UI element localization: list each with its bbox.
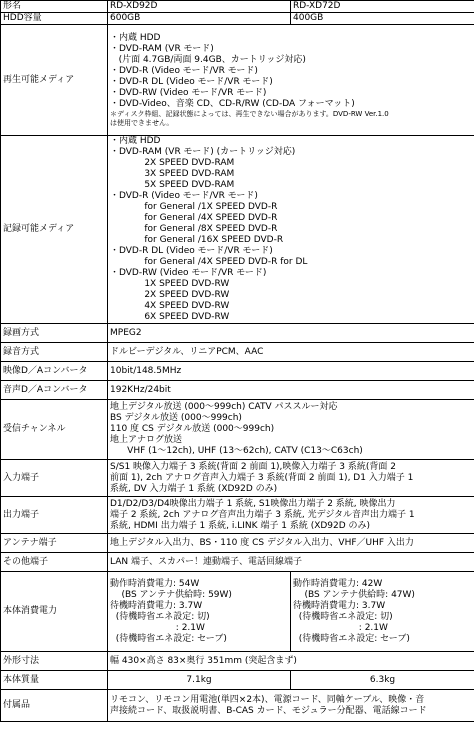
spec-value (108, 460, 474, 497)
value-line: for General /8X SPEED DVD-R (110, 224, 278, 234)
value-line: for General /4X SPEED DVD-R (110, 213, 278, 223)
spec-label: 出力端子 (1, 497, 108, 534)
value-line: 動作時消費電力: 42W (293, 578, 383, 589)
value-line: は使用できません。 (110, 118, 174, 127)
spec-label: 外形寸法 (1, 652, 108, 671)
value-line: 7.1kg (186, 674, 212, 685)
spec-label: 録画方式 (1, 324, 108, 343)
spec-row (1, 572, 474, 652)
value-line: D1/D2/D3/D4映像出力端子 1 系統, S1映像出力端子 2 系統, 映像出力 (110, 498, 396, 509)
spec-label: 付属品 (1, 690, 108, 722)
value-line: (BS アンテナ供給時: 47W) (293, 589, 415, 600)
value-line: 動作時消費電力: 54W (110, 578, 200, 589)
value-line: リモコン、リモコン用電池(単四×2本)、電源コード、同軸ケーブル、映像・音 (110, 694, 425, 705)
value-line: (待機時省エネ設定: セーブ) (110, 633, 227, 644)
spec-label: 音声D／Aコンバータ (1, 381, 108, 400)
spec-label: 本体質量 (1, 671, 108, 690)
spec-value (108, 652, 474, 671)
spec-row (1, 690, 474, 722)
spec-row (1, 460, 474, 497)
value-line: 端子 2 系統, 2ch アナログ音声出力端子 3 系統, 光デジタル音声出力端子 1 (110, 509, 415, 520)
spec-label: 形名 (1, 1, 108, 13)
value-line: ＊ディスク枠組、記録状態によっては、再生できない場合があります。DVD-RW Ver.1.0 (110, 109, 389, 118)
value-line: ・内蔵 HDD (110, 136, 161, 146)
value-line: RD-XD72D (293, 1, 341, 11)
spec-row (1, 497, 474, 534)
value-line: (BS アンテナ供給時: 59W) (110, 589, 232, 600)
value-line: (待機時省エネ設定: 切) (293, 611, 393, 622)
spec-value-xd92d (108, 13, 291, 25)
spec-label: HDD容量 (1, 13, 108, 25)
spec-label: 録音方式 (1, 343, 108, 362)
value-line: 1X SPEED DVD-RW (110, 279, 230, 289)
spec-value (108, 381, 474, 400)
value-line: S/S1 映像入力端子 3 系統(背面 2 前面 1),映像入力端子 3 系統(背面 2 (110, 461, 396, 472)
value-line: 地上デジタル放送 (000〜999ch) CATV パススルー対応 (110, 402, 338, 412)
value-line: 6X SPEED DVD-RW (110, 312, 230, 322)
value-line: 192KHz/24bit (110, 384, 171, 395)
spec-row (1, 136, 474, 324)
value-line: 待機時消費電力: 3.7W (110, 600, 203, 611)
value-line: for General /16X SPEED DVD-R (110, 235, 284, 245)
value-line: : 2.1W (293, 622, 388, 633)
spec-value (108, 690, 474, 722)
spec-value (108, 324, 474, 343)
value-line: (待機時省エネ設定: セーブ) (293, 633, 410, 644)
value-line: 400GB (293, 13, 324, 23)
value-line: LAN 端子、スカパー！連動端子、電話回線端子 (110, 556, 302, 567)
value-line: ・DVD-R (Video モード/VR モード) (110, 191, 258, 201)
value-line: ・DVD-RW (Video モード/VR モード) (110, 87, 267, 98)
value-line: BS デジタル放送 (000〜999ch) (110, 413, 242, 423)
spec-row (1, 13, 474, 25)
spec-value-xd92d (108, 671, 291, 690)
spec-value (108, 400, 474, 460)
spec-value-xd72d (291, 671, 474, 690)
spec-row (1, 381, 474, 400)
spec-row (1, 324, 474, 343)
value-line: 待機時消費電力: 3.7W (293, 600, 386, 611)
value-line: ・DVD-R (Video モード/VR モード) (110, 65, 258, 76)
value-line: 系統, HDMI 出力端子 1 系統, i.LINK 端子 1 系統 (XD92D のみ) (110, 520, 371, 531)
value-line: ・DVD-RW (Video モード/VR モード) (110, 268, 267, 278)
spec-value (108, 343, 474, 362)
value-line: 6.3kg (369, 674, 396, 685)
value-line: 5X SPEED DVD-RAM (110, 180, 235, 190)
spec-label: 受信チャンネル (1, 400, 108, 460)
spec-value (108, 25, 474, 136)
spec-label: その他端子 (1, 553, 108, 572)
value-line: MPEG2 (110, 327, 142, 338)
spec-label: 本体消費電力 (1, 572, 108, 652)
value-line: RD-XD92D (110, 1, 158, 11)
value-line: ・DVD-RAM (VR モード) (110, 43, 214, 54)
value-line: 2X SPEED DVD-RAM (110, 158, 235, 168)
value-line: for General /4X SPEED DVD-R for DL (110, 257, 308, 267)
spec-label: 入力端子 (1, 460, 108, 497)
value-line: VHF (1〜12ch), UHF (13〜62ch), CATV (C13〜C63ch) (110, 446, 363, 456)
spec-row (1, 1, 474, 13)
spec-value-xd72d (291, 13, 474, 25)
spec-row (1, 343, 474, 362)
value-line: 10bit/148.5MHz (110, 365, 182, 376)
value-line: ・内蔵 HDD (110, 32, 161, 43)
value-line: 前面 1), 2ch アナログ音声入力端子 3 系統(背面 2 前面 1), D1 入力端子 1 (110, 472, 414, 483)
spec-value (108, 497, 474, 534)
spec-row (1, 400, 474, 460)
value-line: 地上デジタル入出力、BS・110 度 CS デジタル入出力、VHF／UHF 入出力 (110, 537, 414, 548)
spec-table-body (1, 1, 474, 722)
spec-row (1, 534, 474, 553)
spec-row (1, 553, 474, 572)
spec-value (108, 362, 474, 381)
value-line: ・DVD-Video、音楽 CD、CD-R/RW (CD-DA フォーマット) (110, 98, 355, 109)
spec-value-xd72d (291, 1, 474, 13)
spec-row (1, 25, 474, 136)
spec-value-xd72d (291, 572, 474, 652)
spec-value-xd92d (108, 1, 291, 13)
spec-row (1, 652, 474, 671)
value-line: ・DVD-R DL (Video モード/VR モード) (110, 246, 273, 256)
value-line: : 2.1W (110, 622, 205, 633)
spec-value-xd92d (108, 572, 291, 652)
value-line: 系統, DV 入力端子 1 系統 (XD92D のみ) (110, 483, 278, 494)
spec-row (1, 362, 474, 381)
value-line: 4X SPEED DVD-RW (110, 301, 230, 311)
value-line: 幅 430×高さ 83×奥行 351mm (突起含まず) (110, 655, 297, 666)
value-line: for General /1X SPEED DVD-R (110, 202, 278, 212)
spec-label: アンテナ端子 (1, 534, 108, 553)
value-line: 2X SPEED DVD-RW (110, 290, 230, 300)
value-line: ・DVD-RAM (VR モード) (カートリッジ対応) (110, 147, 296, 157)
spec-row (1, 671, 474, 690)
spec-value (108, 553, 474, 572)
spec-label: 再生可能メディア (1, 25, 108, 136)
value-line: (待機時省エネ設定: 切) (110, 611, 210, 622)
spec-label: 映像D／Aコンバータ (1, 362, 108, 381)
value-line: 600GB (110, 13, 141, 23)
value-line: 声接続コード、取扱説明書、B-CAS カード、モジュラー分配器、電話線コード (110, 705, 427, 716)
spec-label: 記録可能メディア (1, 136, 108, 324)
value-line: 地上アナログ放送 (110, 435, 183, 445)
value-line: 3X SPEED DVD-RAM (110, 169, 235, 179)
value-line: (片面 4.7GB/両面 9.4GB、カートリッジ対応) (110, 54, 306, 65)
value-line: 110 度 CS デジタル放送 (000〜999ch) (110, 424, 275, 434)
spec-value (108, 534, 474, 553)
spec-value (108, 136, 474, 324)
value-line: ドルビーデジタル、リニアPCM、AAC (110, 346, 264, 357)
value-line: ・DVD-R DL (Video モード/VR モード) (110, 76, 273, 87)
